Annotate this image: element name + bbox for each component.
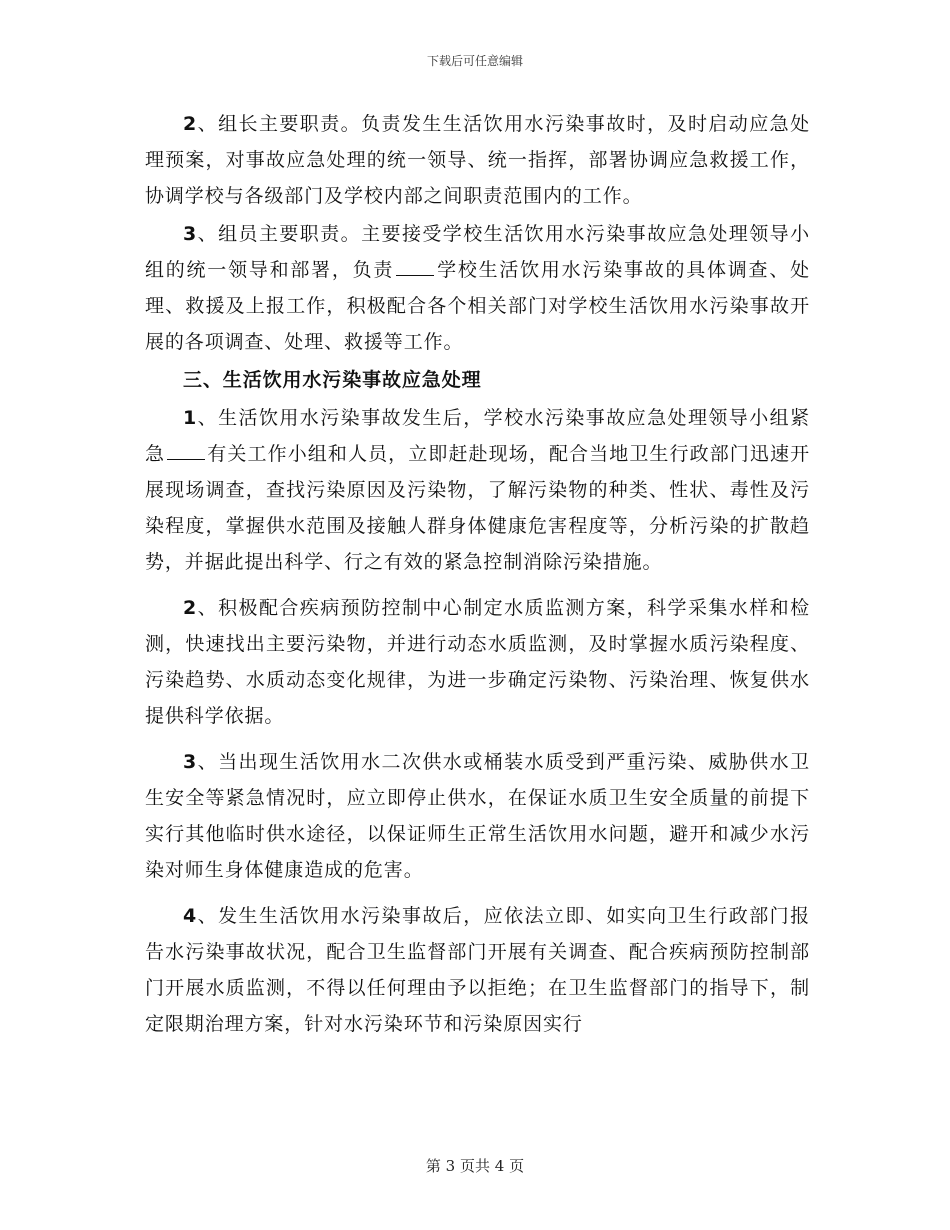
paragraph-text: 学校生活饮用水污染事故的具体调查、处理、救援及上报工作，积极配合各个相关部门对学校生活饮用水污染事故开展的各项调查、处理、救援等工作。: [145, 259, 810, 353]
paragraph-response-3: [145, 744, 810, 888]
paragraph-text: 有关工作小组和人员，立即赶赴现场，配合当地卫生行政部门迅速开展现场调查，查找污染原因及污染物，了解污染物的种类、性状、毒性及污染程度，掌握供水范围及接触人群身体健康危害程度等，分析污染的扩散趋势，并据此提出科学、行之有效的紧急控制消除污染措施。: [145, 443, 810, 573]
item-number: 3: [183, 751, 198, 773]
paragraph-member-duties: [145, 216, 810, 360]
item-number: 2: [183, 597, 198, 619]
paragraph-response-4: [145, 898, 810, 1042]
blank-underline: [167, 443, 205, 460]
paragraph-text: 、发生生活饮用水污染事故后，应依法立即、如实向卫生行政部门报告水污染事故状况，配合卫生监督部门开展有关调查、配合疾病预防控制部门开展水质监测，不得以任何理由予以拒绝；在卫生监督部门的指导下，制定限期治理方案，针对水污染环节和污染原因实行: [145, 905, 810, 1035]
page-header: 下载后可任意编辑: [426, 54, 523, 68]
paragraph-text: 、当出现生活饮用水二次供水或桶装水质受到严重污染、威胁供水卫生安全等紧急情况时，应立即停止供水，在保证水质卫生安全质量的前提下实行其他临时供水途径，以保证师生正常生活饮用水问题，避开和减少水污染对师生身体健康造成的危害。: [145, 751, 810, 881]
paragraph-leader-duties: [145, 106, 810, 214]
item-number: 3: [183, 223, 198, 245]
paragraph-text: 、组员主要职责。主要接受学校生活饮用水污染事故应急处理领导小组的统一领导和部署，负责: [145, 223, 810, 281]
item-number: 4: [183, 905, 198, 927]
blank-underline: [396, 259, 434, 276]
paragraph-text: 、积极配合疾病预防控制中心制定水质监测方案，科学采集水样和检测，快速找出主要污染物，并进行动态水质监测，及时掌握水质污染程度、污染趋势、水质动态变化规律，为进一步确定污染物、污染治理、恢复供水提供科学依据。: [145, 597, 810, 727]
paragraph-response-1: [145, 400, 810, 580]
item-number: 1: [183, 407, 198, 429]
page-footer: 第 3 页共 4 页: [425, 1157, 525, 1175]
paragraph-text: 、生活饮用水污染事故发生后，学校水污染事故应急处理领导小组紧急: [145, 407, 810, 465]
paragraph-text: 、组长主要职责。负责发生生活饮用水污染事故时，及时启动应急处理预案，对事故应急处理的统一领导、统一指挥，部署协调应急救援工作，协调学校与各级部门及学校内部之间职责范围内的工作。: [145, 113, 810, 207]
item-number: 2: [183, 113, 198, 135]
document-body: [145, 106, 810, 1042]
paragraph-response-2: [145, 590, 810, 734]
section-heading: 三、生活饮用水污染事故应急处理: [183, 369, 482, 391]
